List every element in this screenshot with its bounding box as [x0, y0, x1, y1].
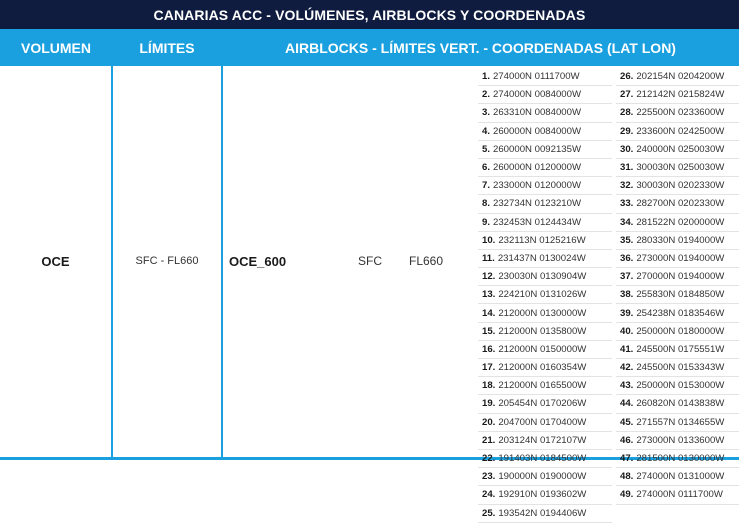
- coordinate-number: 17.: [482, 362, 496, 374]
- coordinate-value: 245500N 0175551W: [636, 343, 725, 355]
- header-limites: LÍMITES: [139, 39, 195, 56]
- coordinate-value: 300030N 0202330W: [636, 180, 725, 192]
- coordinate-number: 3.: [482, 107, 491, 119]
- coordinate-item: [616, 177, 739, 195]
- coordinate-value: 202154N 0204200W: [636, 71, 725, 83]
- coordinate-number: 36.: [620, 252, 634, 264]
- coordinate-number: 10.: [482, 234, 496, 246]
- coordinate-number: 19.: [482, 398, 496, 410]
- coordinate-number: 13.: [482, 289, 496, 301]
- header-airblocks: AIRBLOCKS - LÍMITES VERT. - COORDENADAS (LAT LON): [285, 39, 676, 56]
- coordinate-value: 274000N 0111700W: [493, 71, 580, 83]
- coordinate-value: 250000N 0180000W: [636, 325, 725, 337]
- coordinate-item: [478, 414, 612, 432]
- coordinate-item: [478, 177, 612, 195]
- coordinate-value: 231437N 0130024W: [497, 252, 586, 264]
- coordinate-number: 45.: [620, 416, 634, 428]
- coordinate-item: [616, 359, 739, 377]
- coordinate-value: 263310N 0084000W: [493, 107, 582, 119]
- coordinate-item: [478, 250, 612, 268]
- coordinate-number: 34.: [620, 216, 634, 228]
- coordinate-item: [616, 450, 739, 468]
- coordinate-value: 240000N 0250030W: [636, 143, 725, 155]
- coordinate-number: 44.: [620, 398, 634, 410]
- coordinate-value: 281500N 0130000W: [636, 453, 725, 465]
- coordinate-item: [616, 104, 739, 122]
- coordinate-value: 224210N 0131026W: [498, 289, 587, 301]
- coordinate-value: 225500N 0233600W: [636, 107, 725, 119]
- coordinate-item: [616, 395, 739, 413]
- coordinate-value: 274000N 0111700W: [636, 489, 723, 501]
- coordinate-item: [478, 86, 612, 104]
- coordinate-value: 273000N 0194000W: [636, 252, 725, 264]
- coordinate-value: 204700N 0170400W: [498, 416, 587, 428]
- coordinate-item: [478, 104, 612, 122]
- coordinate-value: 232113N 0125216W: [498, 234, 586, 246]
- coordinate-item: [616, 304, 739, 322]
- coordinate-value: 260820N 0143838W: [636, 398, 725, 410]
- coordinate-value: 245500N 0153343W: [636, 362, 725, 374]
- coordinate-value: 280330N 0194000W: [636, 234, 725, 246]
- coordinate-item: [478, 232, 612, 250]
- coordinate-number: 38.: [620, 289, 634, 301]
- coordinate-item: [616, 214, 739, 232]
- coordinate-value: 282700N 0202330W: [636, 198, 725, 210]
- coordinate-number: 16.: [482, 343, 496, 355]
- coordinate-value: 232453N 0124434W: [493, 216, 582, 228]
- coordinate-item: [616, 286, 739, 304]
- coordinate-number: 9.: [482, 216, 491, 228]
- coordinate-number: 7.: [482, 180, 491, 192]
- coordinate-number: 6.: [482, 162, 491, 174]
- coordinate-number: 11.: [482, 252, 495, 264]
- coordinate-number: 5.: [482, 143, 491, 155]
- coordinate-number: 28.: [620, 107, 634, 119]
- coordinate-item: [478, 286, 612, 304]
- coordinate-item: [616, 123, 739, 141]
- coordinate-item: [616, 68, 739, 86]
- header-volumen: VOLUMEN: [21, 39, 91, 56]
- coordinate-item: [478, 323, 612, 341]
- coordinate-value: 255830N 0184850W: [636, 289, 725, 301]
- coordinate-number: 18.: [482, 380, 496, 392]
- coordinate-number: 4.: [482, 125, 491, 137]
- coordinate-number: 26.: [620, 71, 634, 83]
- coordinate-number: 21.: [482, 434, 496, 446]
- coordinate-value: 260000N 0120000W: [493, 162, 582, 174]
- coordinate-list-right: [616, 68, 739, 505]
- coordinate-number: 30.: [620, 143, 634, 155]
- coordinate-item: [478, 341, 612, 359]
- coordinate-number: 35.: [620, 234, 634, 246]
- coordinate-value: 212142N 0215824W: [636, 89, 725, 101]
- coordinate-list-left: [478, 68, 612, 523]
- coordinate-value: 233600N 0242500W: [636, 125, 725, 137]
- coordinate-number: 22.: [482, 453, 496, 465]
- coordinate-value: 233000N 0120000W: [493, 180, 582, 192]
- table-title: CANARIAS ACC - VOLÚMENES, AIRBLOCKS Y COORDENADAS: [0, 0, 739, 29]
- volume-limits: SFC - FL660: [135, 255, 199, 267]
- coordinate-value: 190000N 0190000W: [498, 471, 587, 483]
- coordinate-value: 193542N 0194406W: [498, 507, 587, 519]
- coordinate-value: 192910N 0193602W: [498, 489, 587, 501]
- coordinate-number: 14.: [482, 307, 496, 319]
- airblock-lower-limit: SFC: [358, 254, 382, 268]
- coordinate-item: [616, 414, 739, 432]
- coordinate-item: [478, 359, 612, 377]
- coordinate-item: [616, 195, 739, 213]
- coordinate-item: [616, 486, 739, 504]
- coordinate-number: 37.: [620, 271, 634, 283]
- coordinate-number: 32.: [620, 180, 634, 192]
- coordinate-item: [478, 141, 612, 159]
- coordinate-item: [478, 395, 612, 413]
- coordinate-item: [478, 214, 612, 232]
- coordinate-item: [616, 323, 739, 341]
- coordinate-value: 230030N 0130904W: [498, 271, 587, 283]
- coordinate-item: [616, 341, 739, 359]
- coordinate-item: [478, 68, 612, 86]
- coordinate-number: 39.: [620, 307, 634, 319]
- airblock-name: OCE_600: [229, 253, 287, 269]
- coordinate-number: 29.: [620, 125, 634, 137]
- coordinate-value: 250000N 0153000W: [636, 380, 725, 392]
- coordinate-number: 23.: [482, 471, 496, 483]
- coordinate-value: 274000N 0084000W: [493, 89, 582, 101]
- coordinate-value: 232734N 0123210W: [493, 198, 582, 210]
- coordinate-item: [616, 468, 739, 486]
- coordinate-value: 191403N 0184500W: [498, 453, 587, 465]
- airblock-upper-limit: FL660: [408, 254, 444, 268]
- coordinate-value: 300030N 0250030W: [636, 162, 725, 174]
- coordinate-item: [616, 268, 739, 286]
- coordinate-number: 25.: [482, 507, 496, 519]
- volume-name: OCE: [41, 253, 70, 269]
- coordinate-number: 27.: [620, 89, 634, 101]
- coordinate-item: [616, 432, 739, 450]
- coordinate-value: 281522N 0200000W: [636, 216, 725, 228]
- coordinate-number: 12.: [482, 271, 496, 283]
- coordinate-value: 212000N 0150000W: [498, 343, 587, 355]
- column-divider-2: [221, 66, 223, 460]
- coordinate-number: 41.: [620, 343, 634, 355]
- coordinate-item: [478, 468, 612, 486]
- coordinate-item: [616, 141, 739, 159]
- coordinate-number: 46.: [620, 434, 634, 446]
- coordinate-item: [478, 304, 612, 322]
- coordinate-item: [616, 86, 739, 104]
- coordinate-number: 49.: [620, 489, 634, 501]
- coordinate-value: 260000N 0092135W: [493, 143, 582, 155]
- coordinate-value: 212000N 0135800W: [498, 325, 587, 337]
- coordinate-number: 31.: [620, 162, 634, 174]
- coordinate-number: 24.: [482, 489, 496, 501]
- coordinate-value: 270000N 0194000W: [636, 271, 725, 283]
- coordinate-value: 205454N 0170206W: [498, 398, 587, 410]
- coordinate-value: 212000N 0160354W: [498, 362, 587, 374]
- coordinate-item: [616, 159, 739, 177]
- coordinate-value: 260000N 0084000W: [493, 125, 582, 137]
- coordinate-value: 212000N 0165500W: [498, 380, 587, 392]
- coordinate-value: 273000N 0133600W: [636, 434, 725, 446]
- coordinate-item: [616, 232, 739, 250]
- coordinate-number: 42.: [620, 362, 634, 374]
- coordinate-value: 271557N 0134655W: [636, 416, 725, 428]
- coordinate-item: [478, 123, 612, 141]
- coordinate-value: 254238N 0183546W: [636, 307, 725, 319]
- coordinate-number: 8.: [482, 198, 491, 210]
- coordinate-item: [478, 450, 612, 468]
- coordinate-item: [616, 250, 739, 268]
- coordinate-number: 33.: [620, 198, 634, 210]
- coordinate-number: 48.: [620, 471, 634, 483]
- coordinate-item: [478, 268, 612, 286]
- coordinate-item: [478, 195, 612, 213]
- coordinate-item: [478, 432, 612, 450]
- coordinate-item: [478, 159, 612, 177]
- coordinate-item: [478, 505, 612, 523]
- coordinate-value: 212000N 0130000W: [498, 307, 587, 319]
- coordinate-number: 20.: [482, 416, 496, 428]
- coordinate-item: [616, 377, 739, 395]
- coordinate-number: 40.: [620, 325, 634, 337]
- coordinate-number: 43.: [620, 380, 634, 392]
- coordinate-number: 15.: [482, 325, 496, 337]
- coordinate-value: 203124N 0172107W: [498, 434, 587, 446]
- coordinate-item: [478, 377, 612, 395]
- column-header-row: [0, 29, 739, 66]
- coordinate-number: 1.: [482, 71, 491, 83]
- coordinate-value: 274000N 0131000W: [636, 471, 725, 483]
- coordinate-number: 2.: [482, 89, 491, 101]
- coordinate-number: 47.: [620, 453, 634, 465]
- coordinate-item: [478, 486, 612, 504]
